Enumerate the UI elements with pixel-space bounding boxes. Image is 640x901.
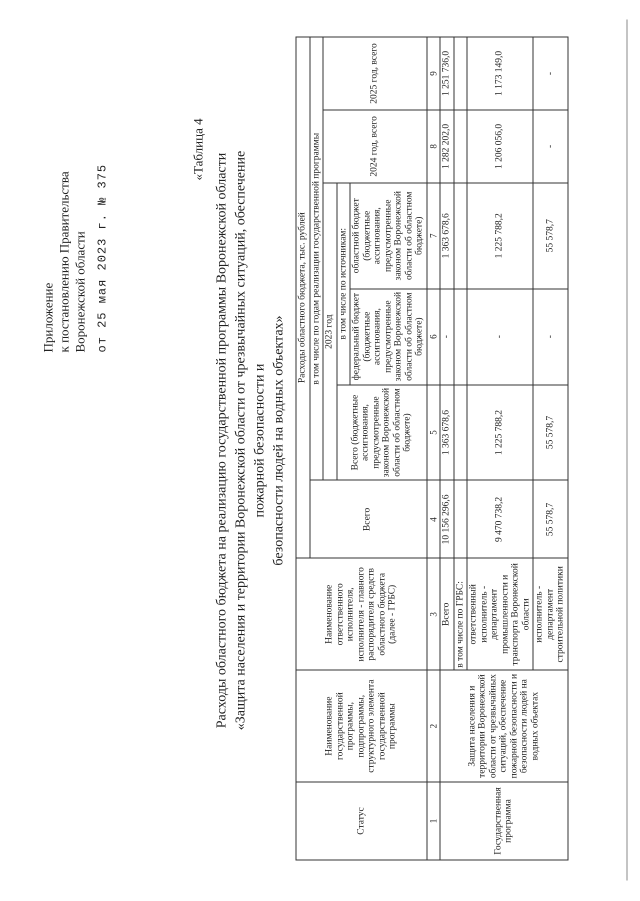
cell-2023-regional: 1 363 678,6 bbox=[440, 183, 454, 289]
title-line-1: Расходы областного бюджета на реализацию государственной программы Воронежской области bbox=[214, 152, 229, 729]
column-number: 8 bbox=[426, 110, 440, 183]
header-row-1 bbox=[296, 37, 310, 860]
cell-2023-federal: - bbox=[467, 289, 533, 385]
budget-table bbox=[295, 37, 568, 861]
column-number: 5 bbox=[426, 385, 440, 481]
appendix-header bbox=[40, 53, 110, 353]
table-row-total bbox=[440, 37, 454, 860]
order-reference: от 25 мая 2023 г. № 375 bbox=[95, 163, 109, 353]
column-number: 9 bbox=[426, 37, 440, 110]
header-status: Статус bbox=[296, 782, 427, 860]
header-regional: областной бюджет (бюджетные ассигнования, предусмотренные законом Воронежской области об областном бюджете) bbox=[350, 183, 427, 289]
title-line-3: безопасности людей на водных объектах» bbox=[271, 315, 286, 566]
title-line-2: «Защита населения и территории Воронежской области от чрезвычайных ситуаций, обеспечение пожарной безопасности и bbox=[233, 150, 267, 731]
header-by-sources: в том числе по источникам: bbox=[336, 183, 350, 385]
cell-total: 10 156 296,6 bbox=[440, 481, 454, 559]
column-number-row bbox=[426, 37, 440, 860]
column-number: 6 bbox=[426, 289, 440, 385]
cell-2024: 1 206 056,0 bbox=[467, 110, 533, 183]
row-responsible-label: ответственный исполнитель - департамент промышленности и транспорта Воронежской области bbox=[467, 558, 533, 670]
table-number: «Таблица 4 bbox=[190, 118, 205, 181]
header-program-name: Наименование государственной программы, подпрограммы, структурного элемента государственной программы bbox=[296, 670, 427, 782]
column-number: 4 bbox=[426, 481, 440, 559]
cell-2025: - bbox=[533, 37, 568, 110]
cell-2023-regional: 55 578,7 bbox=[533, 183, 568, 289]
row-total-label: Всего bbox=[440, 558, 454, 670]
column-number: 7 bbox=[426, 183, 440, 289]
header-total: Всего bbox=[309, 481, 426, 559]
row-status: Государственная программа bbox=[440, 782, 568, 860]
cell-2023-all: 1 363 678,6 bbox=[440, 385, 454, 481]
header-federal: федеральный бюджет (бюджетные ассигнования, предусмотренные законом Воронежской области об областном бюджете) bbox=[350, 289, 427, 385]
header-2023-all: Всего (бюджетные ассигнования, предусмотренные законом Воронежской области об областном бюджете) bbox=[336, 385, 426, 481]
cell-2024: 1 282 202,0 bbox=[440, 110, 454, 183]
cell-2023-all: 1 225 788,2 bbox=[467, 385, 533, 481]
column-number: 3 bbox=[426, 558, 440, 670]
appendix-title: Приложение bbox=[40, 282, 55, 353]
header-year-2024: 2024 год, всего bbox=[323, 110, 427, 183]
cell-total: 55 578,7 bbox=[533, 481, 568, 559]
header-by-years: в том числе по годам реализации государственной программы bbox=[309, 37, 323, 481]
cell-2024: - bbox=[533, 110, 568, 183]
row-executor-label: исполнитель - департамент строительной политики bbox=[533, 558, 568, 670]
cell-2025: 1 173 149,0 bbox=[467, 37, 533, 110]
column-number: 2 bbox=[426, 670, 440, 782]
cell-total: 9 470 738,2 bbox=[467, 481, 533, 559]
header-year-2023: 2023 год bbox=[323, 183, 337, 481]
cell-2023-all: 55 578,7 bbox=[533, 385, 568, 481]
cell-2023-federal: - bbox=[440, 289, 454, 385]
header-executor-name: Наименование ответственного исполнителя, исполнителя - главного распорядителя средств областного бюджета (далее - ГРБС) bbox=[296, 558, 427, 670]
cell-2023-regional: 1 225 788,2 bbox=[467, 183, 533, 289]
page-edge-line bbox=[626, 20, 627, 881]
grbs-caption: в том числе по ГРБС: bbox=[453, 558, 467, 670]
header-expenses: Расходы областного бюджета, тыс. рублей bbox=[296, 37, 310, 558]
cell-2023-federal: - bbox=[533, 289, 568, 385]
cell-2025: 1 251 736,0 bbox=[440, 37, 454, 110]
appendix-line-3: Воронежской области bbox=[72, 231, 87, 353]
header-year-2025: 2025 год, всего bbox=[323, 37, 427, 110]
row-program-name: Защита населения и территории Воронежской области от чрезвычайных ситуаций, обеспечение пожарной безопасности и безопасности людей на водных объектах bbox=[440, 670, 568, 782]
column-number: 1 bbox=[426, 782, 440, 860]
appendix-line-2: к постановлению Правительства bbox=[56, 171, 71, 353]
document-title bbox=[212, 121, 288, 761]
